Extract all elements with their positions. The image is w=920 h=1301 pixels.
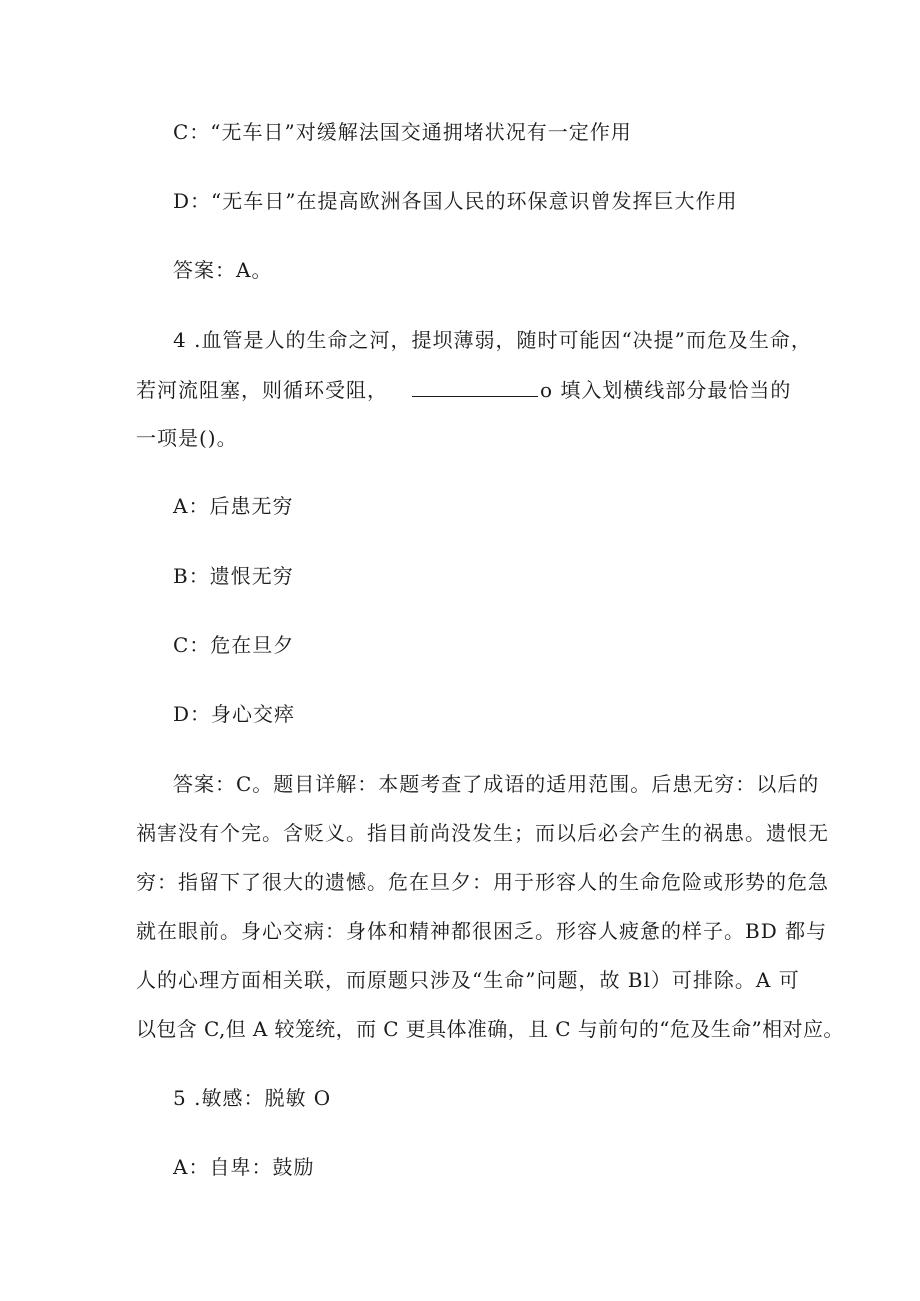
q4-explanation-line: 人的心理方面相关联，而原题只涉及“生命”问题，故 Bl）可排除。A 可 xyxy=(136,968,800,992)
q4-explanation-line: 穷：指留下了很大的遗憾。危在旦夕：用于形容人的生命危险或形势的危急 xyxy=(136,870,829,894)
q4-stem-line2 xyxy=(136,376,791,404)
q4-option-b: B：遗恨无穷 xyxy=(173,564,294,588)
q3-option-d: D：“无车日”在提高欧洲各国人民的环保意识曾发挥巨大作用 xyxy=(173,189,738,213)
q4-stem-line2-before: 若河流阻塞，则循环受阻， xyxy=(136,378,388,402)
q4-option-a: A：后患无穷 xyxy=(173,494,294,518)
q4-stem-line3: 一项是()。 xyxy=(136,426,238,450)
q3-answer: 答案：A。 xyxy=(173,258,273,282)
fill-in-blank xyxy=(412,376,538,397)
q4-stem-line2-after: o 填入划横线部分最恰当的 xyxy=(540,378,792,402)
q4-explanation-line: 祸害没有个完。含贬义。指目前尚没发生；而以后必会产生的祸患。遗恨无 xyxy=(136,821,829,845)
q5-option-a: A：自卑：鼓励 xyxy=(173,1155,315,1179)
q4-explanation-line: 答案：C。题目详解：本题考查了成语的适用范围。后患无穷：以后的 xyxy=(173,772,820,796)
q4-option-c: C：危在旦夕 xyxy=(173,633,295,657)
q5-stem: 5 .敏感：脱敏 O xyxy=(173,1086,332,1110)
q4-explanation-line: 就在眼前。身心交病：身体和精神都很困乏。形容人疲惫的样子。BD 都与 xyxy=(136,919,828,943)
q3-option-c: C：“无车日”对缓解法国交通拥堵状况有一定作用 xyxy=(173,120,632,144)
q4-option-d: D：身心交瘁 xyxy=(173,702,296,726)
q4-explanation-line: 以包含 C,但 A 较笼统，而 C 更具体准确，且 C 与前句的“危及生命”相对应。 xyxy=(136,1017,844,1041)
q4-stem-line1: 4 .血管是人的生命之河，提坝薄弱，随时可能因“决提”而危及生命， xyxy=(173,328,812,352)
